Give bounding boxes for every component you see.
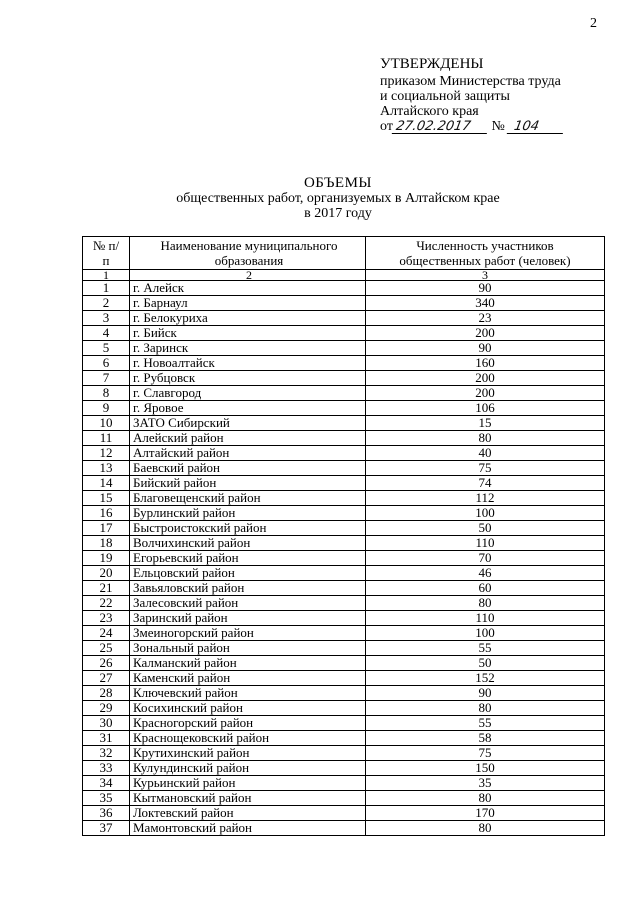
- row-value: 46: [366, 566, 605, 581]
- row-value: 106: [366, 401, 605, 416]
- row-number: 28: [83, 686, 130, 701]
- table-row: [83, 581, 605, 596]
- row-name: Кулундинский район: [130, 761, 366, 776]
- row-number: 17: [83, 521, 130, 536]
- row-value: 80: [366, 791, 605, 806]
- row-number: 35: [83, 791, 130, 806]
- row-name: Локтевский район: [130, 806, 366, 821]
- row-number: 7: [83, 371, 130, 386]
- row-name: Ельцовский район: [130, 566, 366, 581]
- row-number: 9: [83, 401, 130, 416]
- header-value-text: Численность участников общественных работ (человек): [399, 238, 571, 268]
- table-row: [83, 716, 605, 731]
- row-name: Каменский район: [130, 671, 366, 686]
- row-number: 16: [83, 506, 130, 521]
- table-row: [83, 641, 605, 656]
- approval-line-3: Алтайского края: [380, 104, 479, 119]
- row-number: 34: [83, 776, 130, 791]
- row-number: 23: [83, 611, 130, 626]
- table-row: [83, 311, 605, 326]
- table-row: [83, 461, 605, 476]
- row-name: Бийский район: [130, 476, 366, 491]
- row-value: 200: [366, 386, 605, 401]
- row-value: 50: [366, 656, 605, 671]
- row-number: 4: [83, 326, 130, 341]
- row-name: г. Рубцовск: [130, 371, 366, 386]
- row-value: 100: [366, 626, 605, 641]
- row-name: г. Белокуриха: [130, 311, 366, 326]
- row-number: 19: [83, 551, 130, 566]
- row-value: 75: [366, 461, 605, 476]
- table-row: [83, 296, 605, 311]
- row-name: Курьинский район: [130, 776, 366, 791]
- document-title: [0, 176, 640, 221]
- table-row: [83, 686, 605, 701]
- row-value: 152: [366, 671, 605, 686]
- row-name: г. Яровое: [130, 401, 366, 416]
- row-value: 15: [366, 416, 605, 431]
- table-row: [83, 431, 605, 446]
- table-row: [83, 551, 605, 566]
- row-value: 75: [366, 746, 605, 761]
- row-value: 160: [366, 356, 605, 371]
- approval-line-2: и социальной защиты: [380, 89, 510, 104]
- row-value: 40: [366, 446, 605, 461]
- table-row: [83, 401, 605, 416]
- row-name: Косихинский район: [130, 701, 366, 716]
- table-row: [83, 611, 605, 626]
- table-row: [83, 416, 605, 431]
- table-row: [83, 746, 605, 761]
- row-number: 18: [83, 536, 130, 551]
- row-number: 36: [83, 806, 130, 821]
- row-value: 90: [366, 341, 605, 356]
- table-row: [83, 446, 605, 461]
- table-row: [83, 761, 605, 776]
- table-body: [83, 281, 605, 836]
- row-number: 21: [83, 581, 130, 596]
- row-value: 100: [366, 506, 605, 521]
- table-row: [83, 506, 605, 521]
- page-number: 2: [590, 16, 597, 31]
- row-number: 13: [83, 461, 130, 476]
- row-name: Благовещенский район: [130, 491, 366, 506]
- row-name: Заринский район: [130, 611, 366, 626]
- table-row: [83, 806, 605, 821]
- row-number: 5: [83, 341, 130, 356]
- index-cell: 3: [366, 270, 605, 281]
- table-row: [83, 731, 605, 746]
- volumes-table: [82, 236, 605, 836]
- table-row: [83, 596, 605, 611]
- row-number: 20: [83, 566, 130, 581]
- row-number: 33: [83, 761, 130, 776]
- row-name: Крутихинский район: [130, 746, 366, 761]
- row-name: Ключевский район: [130, 686, 366, 701]
- row-value: 150: [366, 761, 605, 776]
- table-row: [83, 671, 605, 686]
- row-name: Волчихинский район: [130, 536, 366, 551]
- row-name: Залесовский район: [130, 596, 366, 611]
- index-cell: 2: [130, 270, 366, 281]
- header-name: [130, 237, 366, 270]
- row-value: 60: [366, 581, 605, 596]
- row-value: 110: [366, 536, 605, 551]
- row-number: 31: [83, 731, 130, 746]
- table-row: [83, 386, 605, 401]
- handwritten-number: 104: [507, 120, 565, 134]
- row-number: 6: [83, 356, 130, 371]
- row-name: г. Бийск: [130, 326, 366, 341]
- row-number: 26: [83, 656, 130, 671]
- row-value: 58: [366, 731, 605, 746]
- row-value: 340: [366, 296, 605, 311]
- row-value: 80: [366, 821, 605, 836]
- row-name: Баевский район: [130, 461, 366, 476]
- row-number: 2: [83, 296, 130, 311]
- row-name: г. Алейск: [130, 281, 366, 296]
- row-name: Змеиногорский район: [130, 626, 366, 641]
- date-prefix: от: [380, 119, 393, 134]
- number-label: №: [491, 119, 505, 134]
- table-index-row: [83, 270, 605, 281]
- approval-date-line: [380, 119, 564, 134]
- row-name: Егорьевский район: [130, 551, 366, 566]
- row-name: г. Новоалтайск: [130, 356, 366, 371]
- row-name: Алтайский район: [130, 446, 366, 461]
- row-value: 90: [366, 686, 605, 701]
- header-value: [366, 237, 605, 270]
- row-name: Бурлинский район: [130, 506, 366, 521]
- row-number: 22: [83, 596, 130, 611]
- approval-heading: УТВЕРЖДЕНЫ: [380, 56, 484, 72]
- row-number: 30: [83, 716, 130, 731]
- table-row: [83, 341, 605, 356]
- row-name: Алейский район: [130, 431, 366, 446]
- row-number: 14: [83, 476, 130, 491]
- row-value: 35: [366, 776, 605, 791]
- row-value: 70: [366, 551, 605, 566]
- table-row: [83, 281, 605, 296]
- row-name: Зональный район: [130, 641, 366, 656]
- row-name: ЗАТО Сибирский: [130, 416, 366, 431]
- table-row: [83, 521, 605, 536]
- table-row: [83, 701, 605, 716]
- row-number: 8: [83, 386, 130, 401]
- approval-block: [380, 57, 564, 134]
- row-name: Кытмановский район: [130, 791, 366, 806]
- row-number: 27: [83, 671, 130, 686]
- row-number: 1: [83, 281, 130, 296]
- row-number: 37: [83, 821, 130, 836]
- row-name: Краснощековский район: [130, 731, 366, 746]
- row-value: 50: [366, 521, 605, 536]
- row-name: г. Заринск: [130, 341, 366, 356]
- table-row: [83, 566, 605, 581]
- table-row: [83, 536, 605, 551]
- row-name: Калманский район: [130, 656, 366, 671]
- row-number: 11: [83, 431, 130, 446]
- row-value: 80: [366, 701, 605, 716]
- table-row: [83, 476, 605, 491]
- row-value: 80: [366, 596, 605, 611]
- row-number: 29: [83, 701, 130, 716]
- table-row: [83, 491, 605, 506]
- header-name-text: Наименование муниципального образования: [160, 238, 338, 268]
- table-row: [83, 371, 605, 386]
- row-value: 74: [366, 476, 605, 491]
- table-row: [83, 326, 605, 341]
- table-row: [83, 821, 605, 836]
- handwritten-date: 27.02.2017: [392, 120, 489, 134]
- row-number: 32: [83, 746, 130, 761]
- index-cell: 1: [83, 270, 130, 281]
- row-value: 170: [366, 806, 605, 821]
- title-line-3: в 2017 году: [304, 206, 372, 221]
- row-number: 24: [83, 626, 130, 641]
- table-row: [83, 356, 605, 371]
- table-header-row: [83, 237, 605, 270]
- row-name: Мамонтовский район: [130, 821, 366, 836]
- header-num: [83, 237, 130, 270]
- approval-line-1: приказом Министерства труда: [380, 74, 561, 89]
- row-value: 80: [366, 431, 605, 446]
- row-number: 10: [83, 416, 130, 431]
- header-num-text: № п/п: [92, 238, 120, 268]
- row-value: 112: [366, 491, 605, 506]
- row-number: 15: [83, 491, 130, 506]
- row-value: 200: [366, 371, 605, 386]
- row-value: 23: [366, 311, 605, 326]
- row-name: Быстроистокский район: [130, 521, 366, 536]
- table-row: [83, 626, 605, 641]
- row-name: Красногорский район: [130, 716, 366, 731]
- row-number: 3: [83, 311, 130, 326]
- row-value: 55: [366, 641, 605, 656]
- row-value: 55: [366, 716, 605, 731]
- row-value: 200: [366, 326, 605, 341]
- row-name: г. Славгород: [130, 386, 366, 401]
- row-name: г. Барнаул: [130, 296, 366, 311]
- title-line-2: общественных работ, организуемых в Алтайском крае: [176, 191, 500, 206]
- row-value: 110: [366, 611, 605, 626]
- table-row: [83, 791, 605, 806]
- row-value: 90: [366, 281, 605, 296]
- row-name: Завьяловский район: [130, 581, 366, 596]
- table-row: [83, 776, 605, 791]
- row-number: 12: [83, 446, 130, 461]
- row-number: 25: [83, 641, 130, 656]
- table-row: [83, 656, 605, 671]
- title-line-1: ОБЪЕМЫ: [303, 175, 373, 191]
